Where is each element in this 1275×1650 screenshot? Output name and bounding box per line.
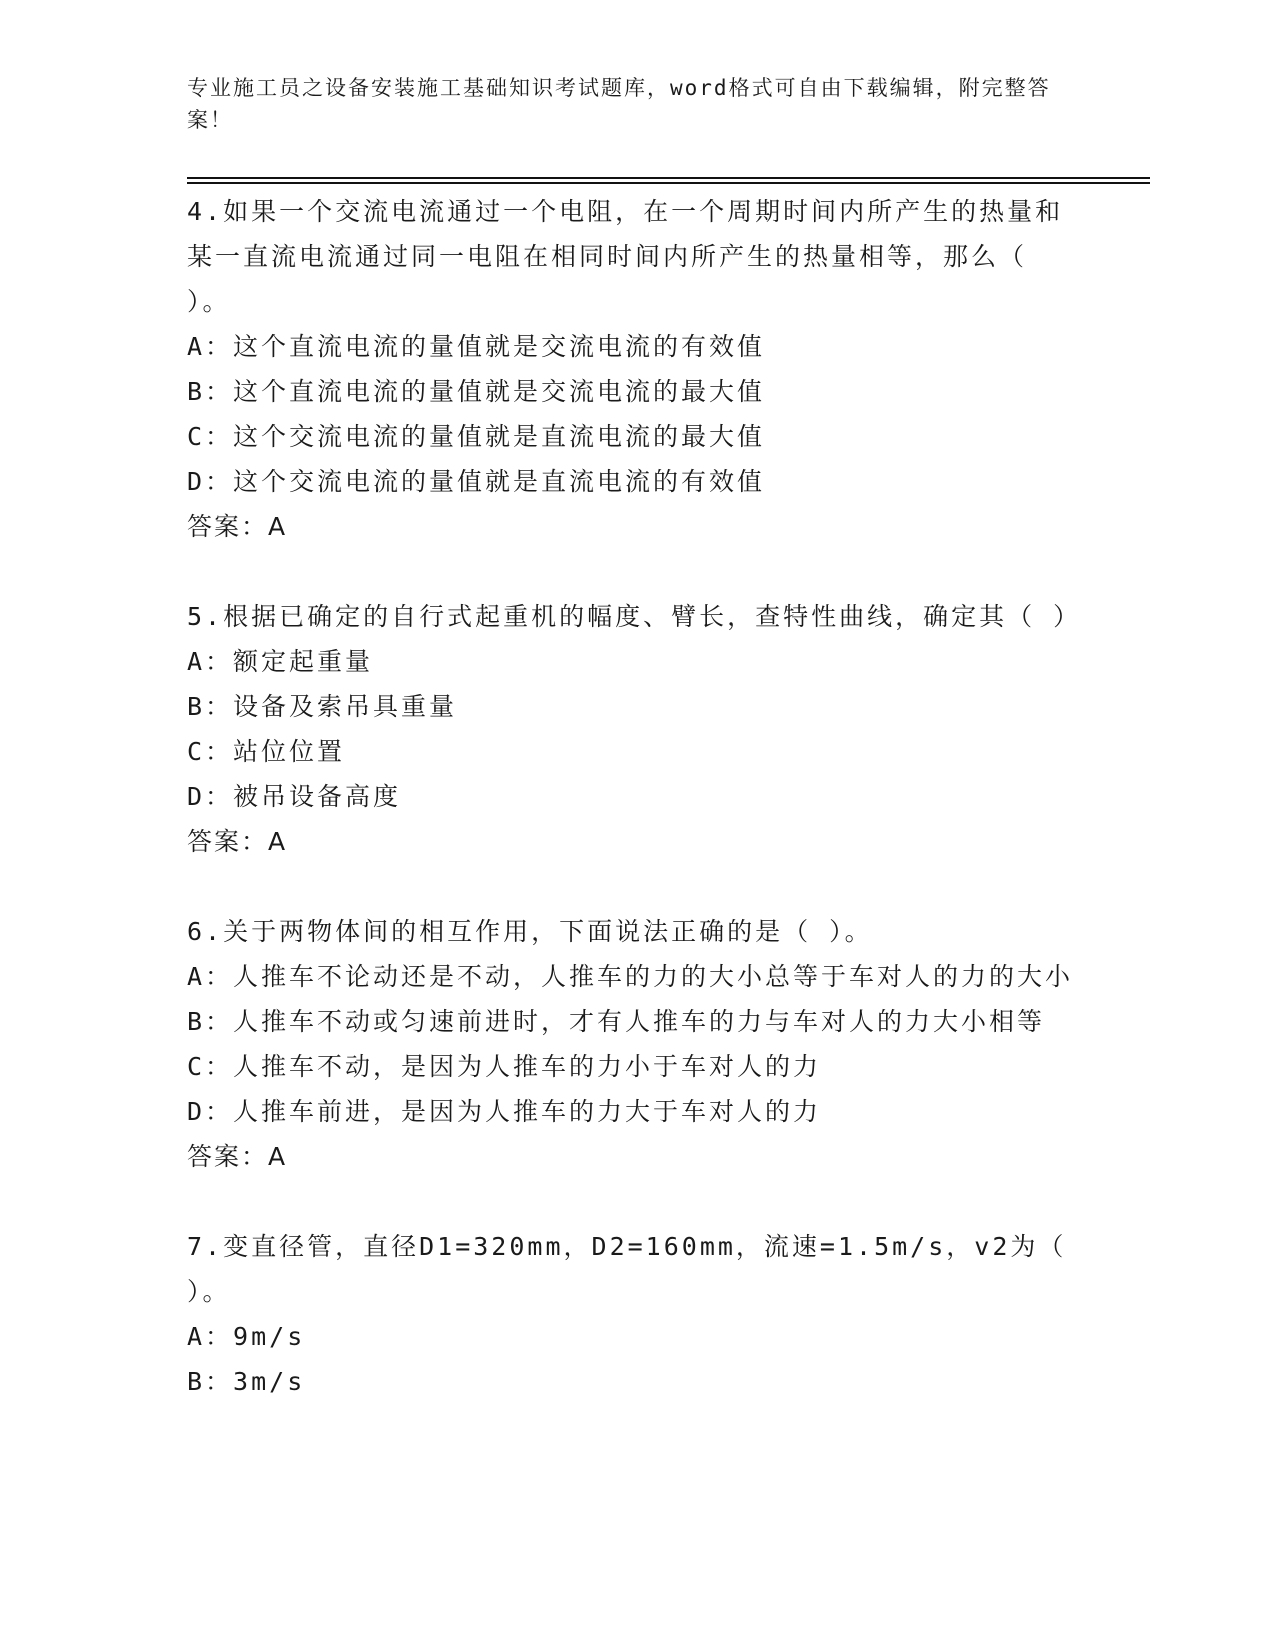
option-a: A：人推车不论动还是不动，人推车的力的大小总等于车对人的力的大小: [187, 962, 1074, 991]
option-a: A：额定起重量: [187, 647, 374, 676]
question-7: [187, 1223, 1087, 1404]
question-spacer: [187, 1179, 1087, 1223]
option-b: B：设备及索吊具重量: [187, 692, 458, 721]
option-c: C：这个交流电流的量值就是直流电流的最大值: [187, 422, 766, 451]
answer-line: 答案：A: [187, 827, 288, 856]
option-d: D：被吊设备高度: [187, 782, 402, 811]
option-d: D：这个交流电流的量值就是直流电流的有效值: [187, 467, 766, 496]
answer-line: 答案：A: [187, 512, 288, 541]
question-stem: 6.关于两物体间的相互作用，下面说法正确的是（ ）。: [187, 917, 873, 946]
question-4: [187, 188, 1087, 549]
question-list: [187, 188, 1087, 1404]
question-stem: 7.变直径管，直径D1=320mm，D2=160mm，流速=1.5m/s，v2为（ ）。: [187, 1232, 1067, 1306]
option-b: B：人推车不动或匀速前进时，才有人推车的力与车对人的力大小相等: [187, 1007, 1046, 1036]
question-stem: 4.如果一个交流电流通过一个电阻，在一个周期时间内所产生的热量和某一直流电流通过同一电阻在相同时间内所产生的热量相等，那么（ ）。: [187, 197, 1064, 316]
document-header: 专业施工员之设备安装施工基础知识考试题库，word格式可自由下载编辑，附完整答案！: [187, 76, 1051, 132]
question-spacer: [187, 549, 1087, 593]
option-b: B：这个直流电流的量值就是交流电流的最大值: [187, 377, 766, 406]
question-5: [187, 593, 1087, 864]
option-a: A：这个直流电流的量值就是交流电流的有效值: [187, 332, 766, 361]
option-c: C：人推车不动，是因为人推车的力小于车对人的力: [187, 1052, 822, 1081]
question-stem: 5.根据已确定的自行式起重机的幅度、臂长，查特性曲线，确定其（ ）: [187, 602, 1082, 631]
option-b: B：3m/s: [187, 1367, 306, 1396]
option-c: C：站位位置: [187, 737, 346, 766]
option-a: A：9m/s: [187, 1322, 306, 1351]
header-divider-top: [187, 177, 1150, 179]
question-spacer: [187, 864, 1087, 908]
answer-line: 答案：A: [187, 1142, 288, 1171]
question-6: [187, 908, 1087, 1179]
header-divider-bottom: [187, 182, 1150, 184]
option-d: D：人推车前进，是因为人推车的力大于车对人的力: [187, 1097, 822, 1126]
